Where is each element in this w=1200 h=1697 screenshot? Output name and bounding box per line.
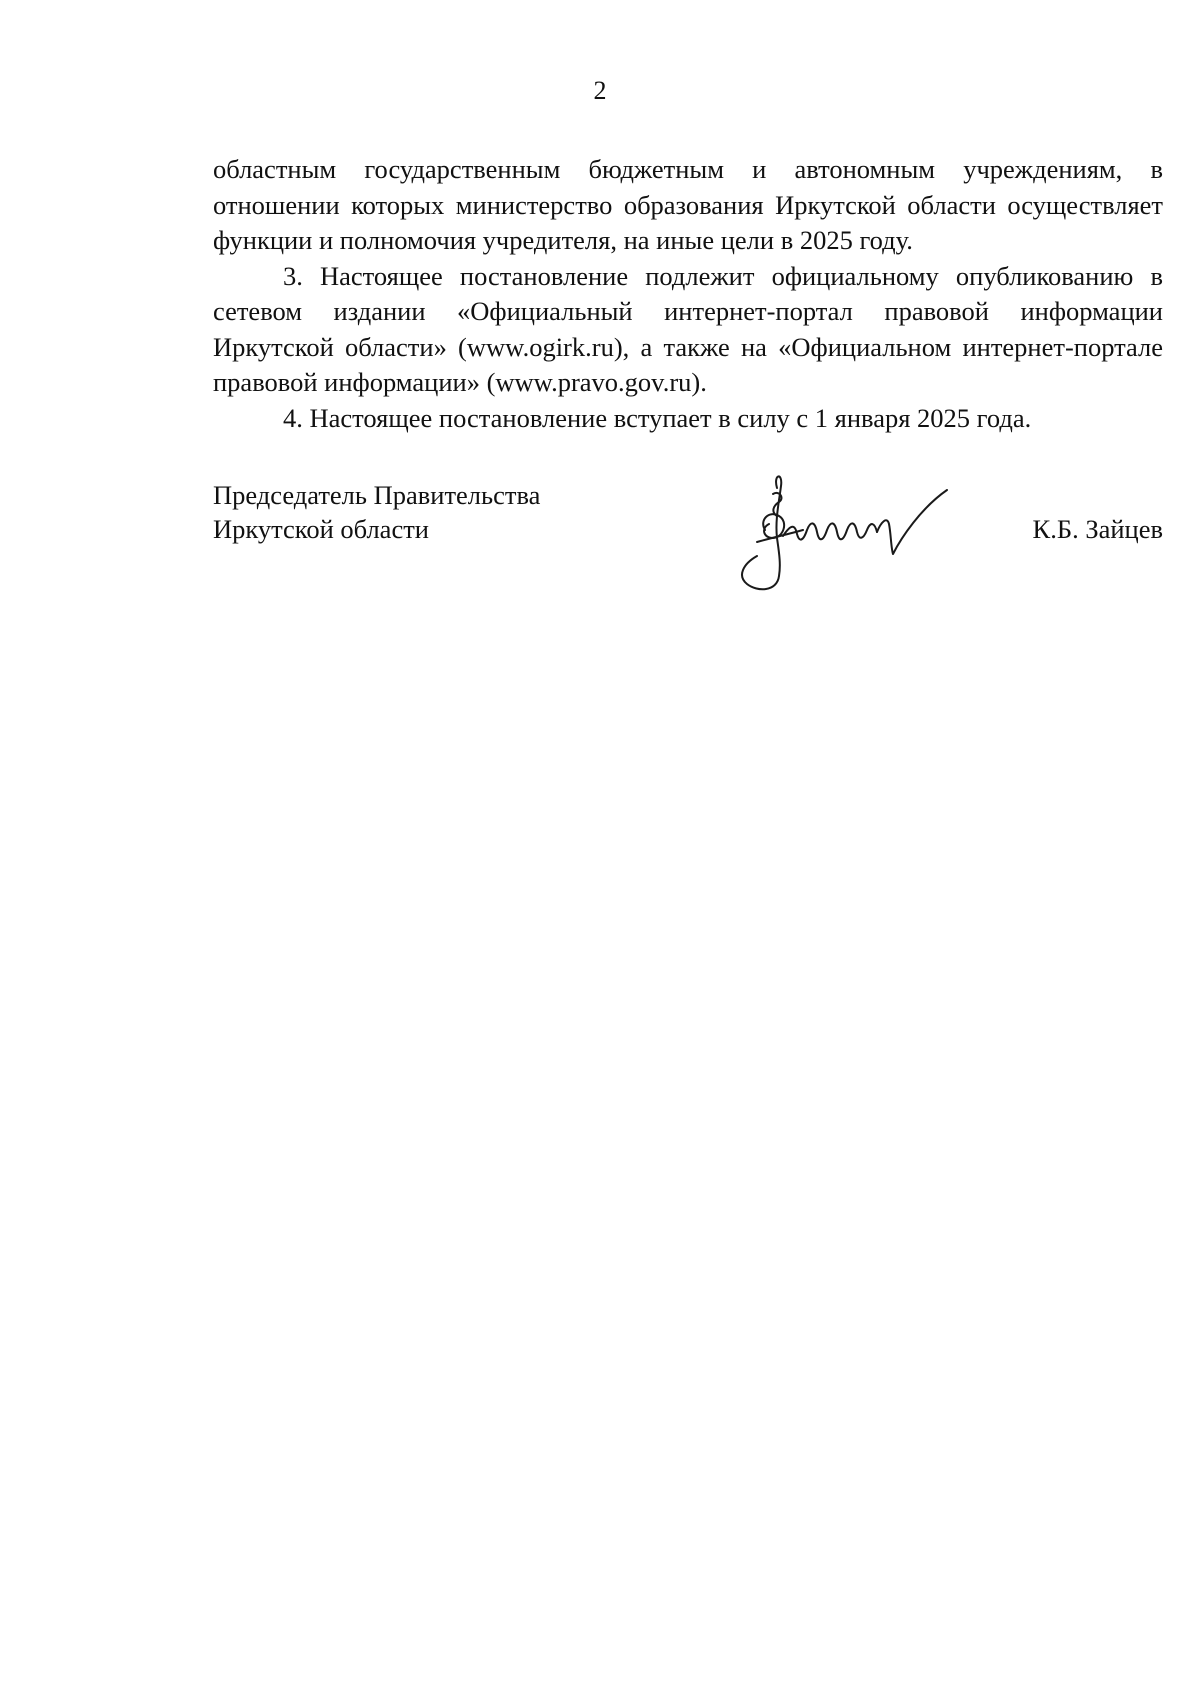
paragraph-item-3: 3. Настоящее постановление подлежит официальному опубликованию в сетевом издании «Официальный интернет-портал правовой информации Иркутской области» (www.ogirk.ru), а также на «Официальном интернет-портале правовой информации» (www.pravo.gov.ru). (213, 260, 1163, 397)
signer-title (213, 478, 540, 546)
signer-title-line-1: Председатель Правительства (213, 480, 541, 510)
document-body (213, 152, 1163, 436)
signer-name: К.Б. Зайцев (1032, 514, 1163, 544)
signer-title-line-2: Иркутской области (213, 514, 429, 544)
paragraph-item-4: 4. Настоящее постановление вступает в силу с 1 января 2025 года. (283, 402, 1032, 433)
paragraph-continuation: областным государственным бюджетным и автономным учреждениям, в отношении которых министерство образования Иркутской области осуществляет функции и полномочия учредителя, на иные цели в 2025 году. (213, 154, 1163, 255)
signature-block (213, 478, 1163, 608)
handwritten-signature-icon (735, 468, 955, 598)
page-number: 2 (593, 76, 607, 105)
